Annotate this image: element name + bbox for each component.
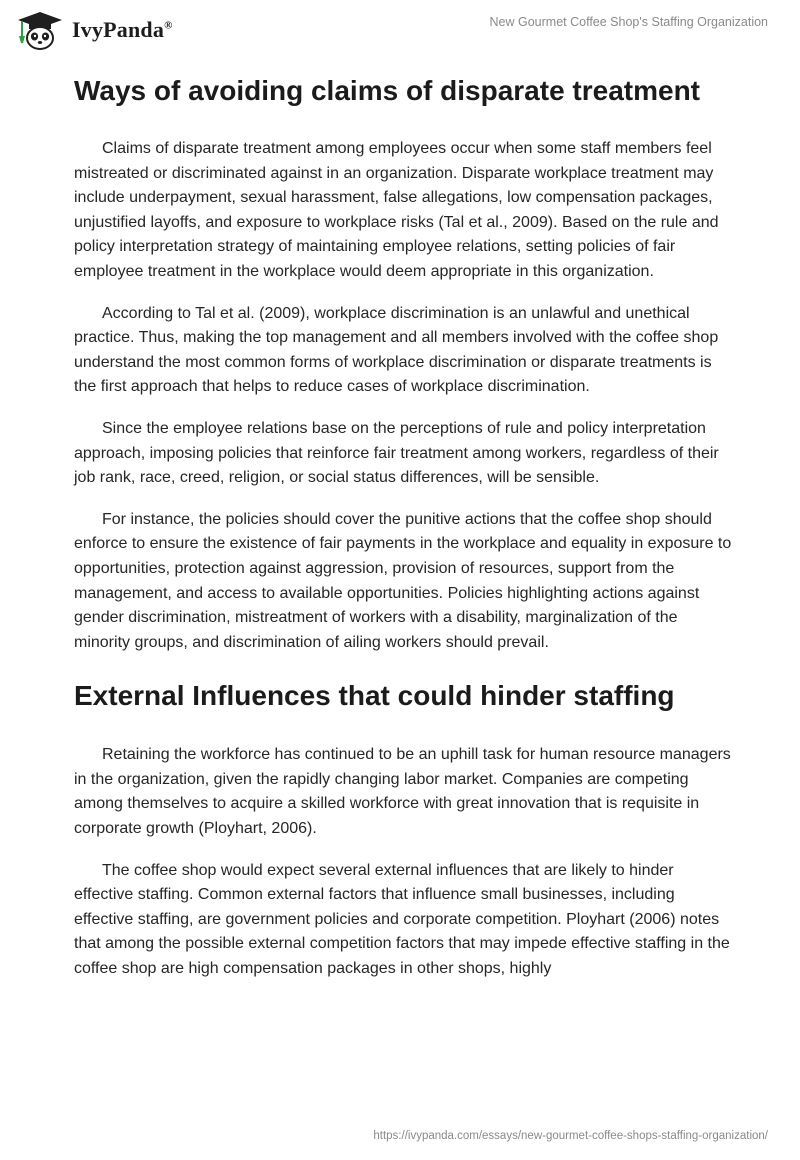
paragraph: Retaining the workforce has continued to be an uphill task for human resource managers in the organization, given the rapidly changing labor market. Companies are competing among themselves to acquire a skilled workforce with great innovation that is requisite in corporate growth (Ployhart, 2006). (74, 746, 731, 838)
logo-wordmark: IvyPanda® (72, 17, 173, 42)
section-heading-disparate-treatment: Ways of avoiding claims of disparate treatment (74, 75, 701, 106)
ivypanda-logo[interactable] (14, 10, 173, 50)
paragraph: Since the employee relations base on the perceptions of rule and policy interpretation approach, imposing policies that reinforce fair treatment among workers, regardless of their job rank, race, creed, religion, or social status differences, will be sensible. (74, 419, 719, 487)
page-header (0, 0, 800, 60)
paragraph: The coffee shop would expect several external influences that are likely to hinder effective staffing. Common external factors that influence small businesses, including effective staffing, are government policies and corporate competition. Ployhart (2006) notes that among the possible external competition factors that may impede effective staffing in the coffee shop are high compensation packages in other shops, highly (74, 861, 730, 978)
panda-graduate-icon (14, 10, 66, 50)
section-heading-external-influences: External Influences that could hinder staffing (74, 680, 675, 712)
source-url[interactable]: https://ivypanda.com/essays/new-gourmet-coffee-shops-staffing-organization/ (373, 1130, 768, 1142)
paragraph: Claims of disparate treatment among employees occur when some staff members feel mistreated or discriminated against in an organization. Disparate workplace treatment may include underpayment, sexual harassment, false allegations, low compensation packages, unjustified layoffs, and exposure to workplace risks (Tal et al., 2009). Based on the rule and policy interpretation strategy of maintaining employee relations, setting policies of fair employee treatment in the workplace would deem appropriate in this organization. (74, 140, 719, 280)
paragraph: For instance, the policies should cover the punitive actions that the coffee shop should enforce to ensure the existence of fair payments in the workplace and equality in exposure to opportunities, protection against aggression, provision of resources, support from the management, and access to available opportunities. Policies highlighting actions against gender discrimination, mistreatment of workers with a disability, marginalization of the minority groups, and discrimination of ailing workers should prevail. (74, 510, 732, 651)
paragraph: According to Tal et al. (2009), workplace discrimination is an unlawful and unethical practice. Thus, making the top management and all members involved with the coffee shop understand the most common forms of workplace discrimination or disparate treatments is the first approach that helps to reduce cases of workplace discrimination. (74, 304, 719, 396)
essay-content (74, 72, 734, 999)
registered-mark: ® (164, 19, 173, 32)
document-title: New Gourmet Coffee Shop's Staffing Organization (489, 15, 768, 29)
